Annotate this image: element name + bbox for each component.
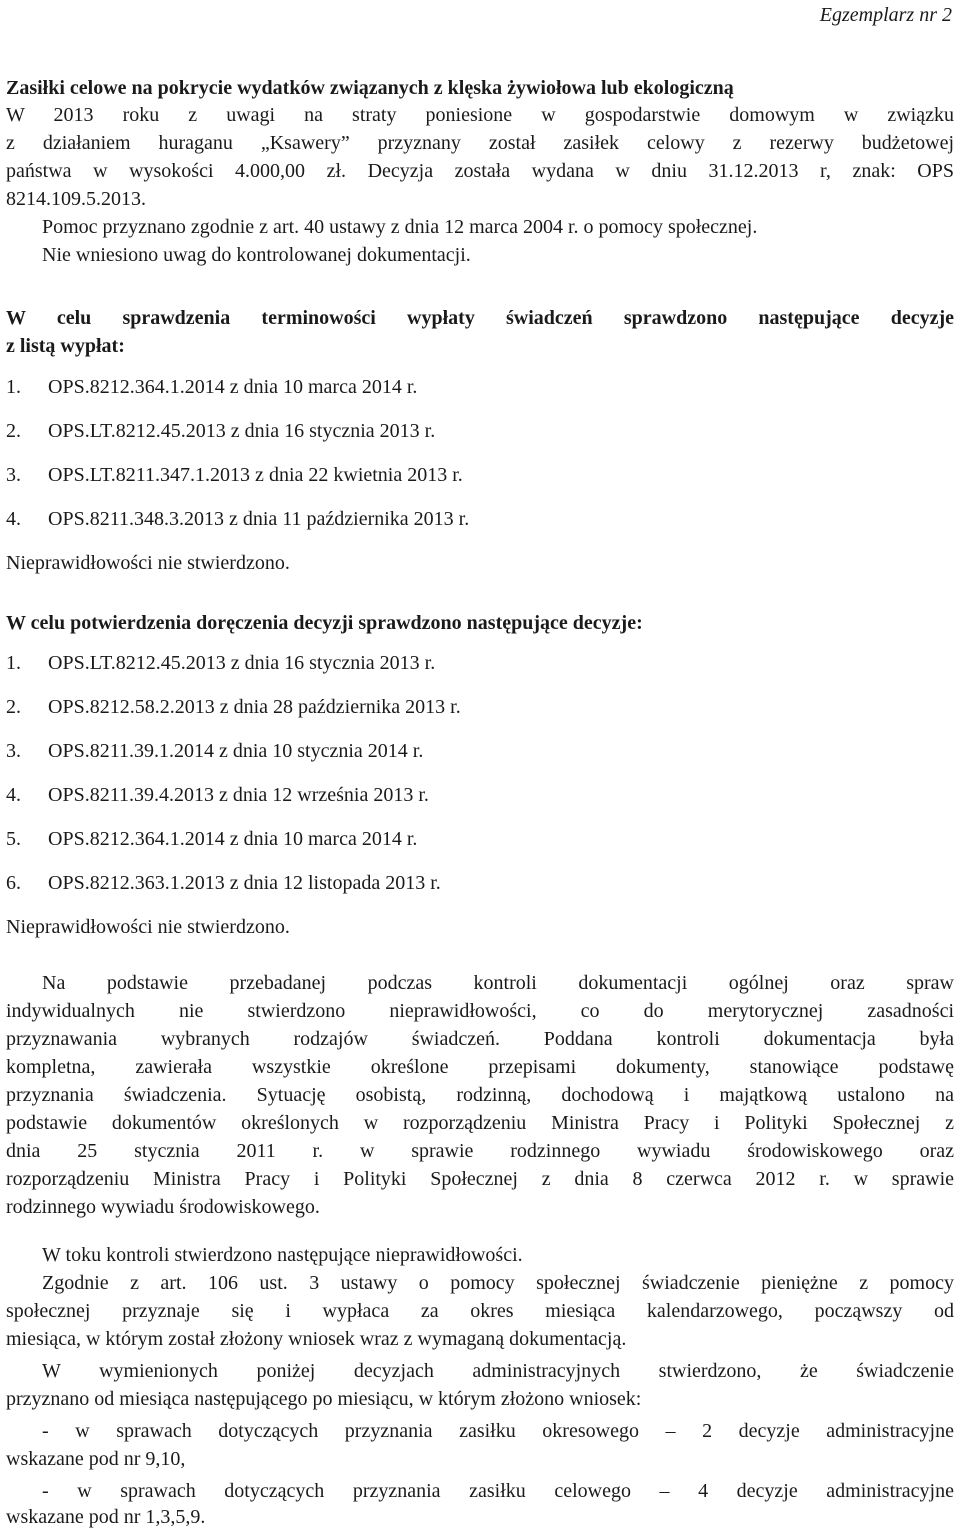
list-item-text: OPS.LT.8211.347.1.2013 z dnia 22 kwietnia 2013 r. <box>48 464 463 486</box>
paragraph-line: - w sprawach dotyczących przyznania zasiłku okresowego – 2 decyzje administracyjne <box>42 1420 954 1442</box>
paragraph-line: dnia 25 stycznia 2011 r. w sprawie rodzinnego wywiadu środowiskowego oraz <box>6 1140 954 1162</box>
list-item <box>6 868 441 898</box>
list-item-number: 2. <box>6 696 21 718</box>
list-item-number: 5. <box>6 828 21 850</box>
list-item-text: OPS.8211.348.3.2013 z dnia 11 października 2013 r. <box>48 508 470 530</box>
list-item-text: OPS.LT.8212.45.2013 z dnia 16 stycznia 2013 r. <box>48 420 436 442</box>
list-item <box>6 504 469 534</box>
list-item <box>6 372 417 402</box>
list-item-number: 4. <box>6 508 21 530</box>
paragraph-line: - w sprawach dotyczących przyznania zasiłku celowego – 4 decyzje administracyjne <box>42 1480 954 1502</box>
paragraph-line: W 2013 roku z uwagi na straty poniesione w gospodarstwie domowym w związku <box>6 104 954 126</box>
list-item-number: 1. <box>6 376 21 398</box>
paragraph-line: społecznej przyznaje się i wypłaca za okres miesiąca kalendarzowego, począwszy od <box>6 1300 954 1322</box>
paragraph-line: kompletna, zawierała wszystkie określone przepisami dokumenty, stanowiące podstawę <box>6 1056 954 1078</box>
list-item-text: OPS.8212.364.1.2014 z dnia 10 marca 2014 r. <box>48 828 418 850</box>
copy-number-label: Egzemplarz nr 2 <box>819 4 952 26</box>
section-heading-payment-timeliness: W celu sprawdzenia terminowości wypłaty świadczeń sprawdzono następujące decyzje <box>6 307 954 329</box>
list-item <box>6 692 461 722</box>
list-item <box>6 648 435 678</box>
list-item-text: OPS.LT.8212.45.2013 z dnia 16 stycznia 2013 r. <box>48 652 436 674</box>
list-item-number: 6. <box>6 872 21 894</box>
paragraph-line: przyznano od miesiąca następującego po miesiącu, w którym złożono wniosek: <box>6 1388 642 1410</box>
list-item <box>6 736 423 766</box>
paragraph-line: Nie wniesiono uwag do kontrolowanej dokumentacji. <box>42 244 471 266</box>
paragraph-line: państwa w wysokości 4.000,00 zł. Decyzja została wydana w dniu 31.12.2013 r, znak: OPS <box>6 160 954 182</box>
paragraph-line: Na podstawie przebadanej podczas kontroli dokumentacji ogólnej oraz spraw <box>42 972 954 994</box>
section-heading-disaster-allowance: Zasiłki celowe na pokrycie wydatków związanych z klęska żywiołowa lub ekologiczną <box>6 77 734 99</box>
list-item-text: OPS.8212.58.2.2013 z dnia 28 października 2013 r. <box>48 696 461 718</box>
section-heading-delivery-confirmation: W celu potwierdzenia doręczenia decyzji sprawdzono następujące decyzje: <box>6 612 643 634</box>
paragraph-line: podstawie dokumentów określonych w rozporządzeniu Ministra Pracy i Polityki Społecznej z <box>6 1112 954 1134</box>
list-item-text: OPS.8211.39.1.2014 z dnia 10 stycznia 2014 r. <box>48 740 424 762</box>
section-conclusion: Nieprawidłowości nie stwierdzono. <box>6 916 290 938</box>
paragraph-line: miesiąca, w którym został złożony wniosek wraz z wymaganą dokumentacją. <box>6 1328 627 1350</box>
list-item-number: 2. <box>6 420 21 442</box>
paragraph-line: rodzinnego wywiadu środowiskowego. <box>6 1196 320 1218</box>
paragraph-line: wskazane pod nr 9,10, <box>6 1448 186 1470</box>
paragraph-line: rozporządzeniu Ministra Pracy i Polityki Społecznej z dnia 8 czerwca 2012 r. w sprawie <box>6 1168 954 1190</box>
paragraph-line: przyznawania wybranych rodzajów świadczeń. Poddana kontroli dokumentacja była <box>6 1028 954 1050</box>
list-item-number: 3. <box>6 740 21 762</box>
paragraph-line: z działaniem huraganu „Ksawery” przyznany został zasiłek celowy z rezerwy budżetowej <box>6 132 954 154</box>
paragraph-line: Zgodnie z art. 106 ust. 3 ustawy o pomocy społecznej świadczenie pieniężne z pomocy <box>42 1272 954 1294</box>
list-item-number: 1. <box>6 652 21 674</box>
list-item <box>6 780 429 810</box>
list-item-text: OPS.8212.363.1.2013 z dnia 12 listopada 2013 r. <box>48 872 441 894</box>
list-item-number: 4. <box>6 784 21 806</box>
paragraph-line: indywidualnych nie stwierdzono nieprawidłowości, co do merytorycznej zasadności <box>6 1000 954 1022</box>
list-item <box>6 416 435 446</box>
paragraph-line: przyznania świadczenia. Sytuację osobistą, rodzinną, dochodową i majątkową ustalono na <box>6 1084 954 1106</box>
list-item <box>6 824 417 854</box>
paragraph-line: Pomoc przyznano zgodnie z art. 40 ustawy z dnia 12 marca 2004 r. o pomocy społecznej. <box>42 216 758 238</box>
section-heading-payment-timeliness-cont: z listą wypłat: <box>6 335 125 357</box>
paragraph-line: W toku kontroli stwierdzono następujące nieprawidłowości. <box>42 1244 523 1266</box>
list-item-text: OPS.8211.39.4.2013 z dnia 12 września 2013 r. <box>48 784 429 806</box>
paragraph-line: 8214.109.5.2013. <box>6 188 146 210</box>
paragraph-line: wskazane pod nr 1,3,5,9. <box>6 1506 206 1528</box>
list-item-text: OPS.8212.364.1.2014 z dnia 10 marca 2014 r. <box>48 376 418 398</box>
paragraph-line: W wymienionych poniżej decyzjach administracyjnych stwierdzono, że świadczenie <box>42 1360 954 1382</box>
section-conclusion: Nieprawidłowości nie stwierdzono. <box>6 552 290 574</box>
list-item <box>6 460 463 490</box>
list-item-number: 3. <box>6 464 21 486</box>
